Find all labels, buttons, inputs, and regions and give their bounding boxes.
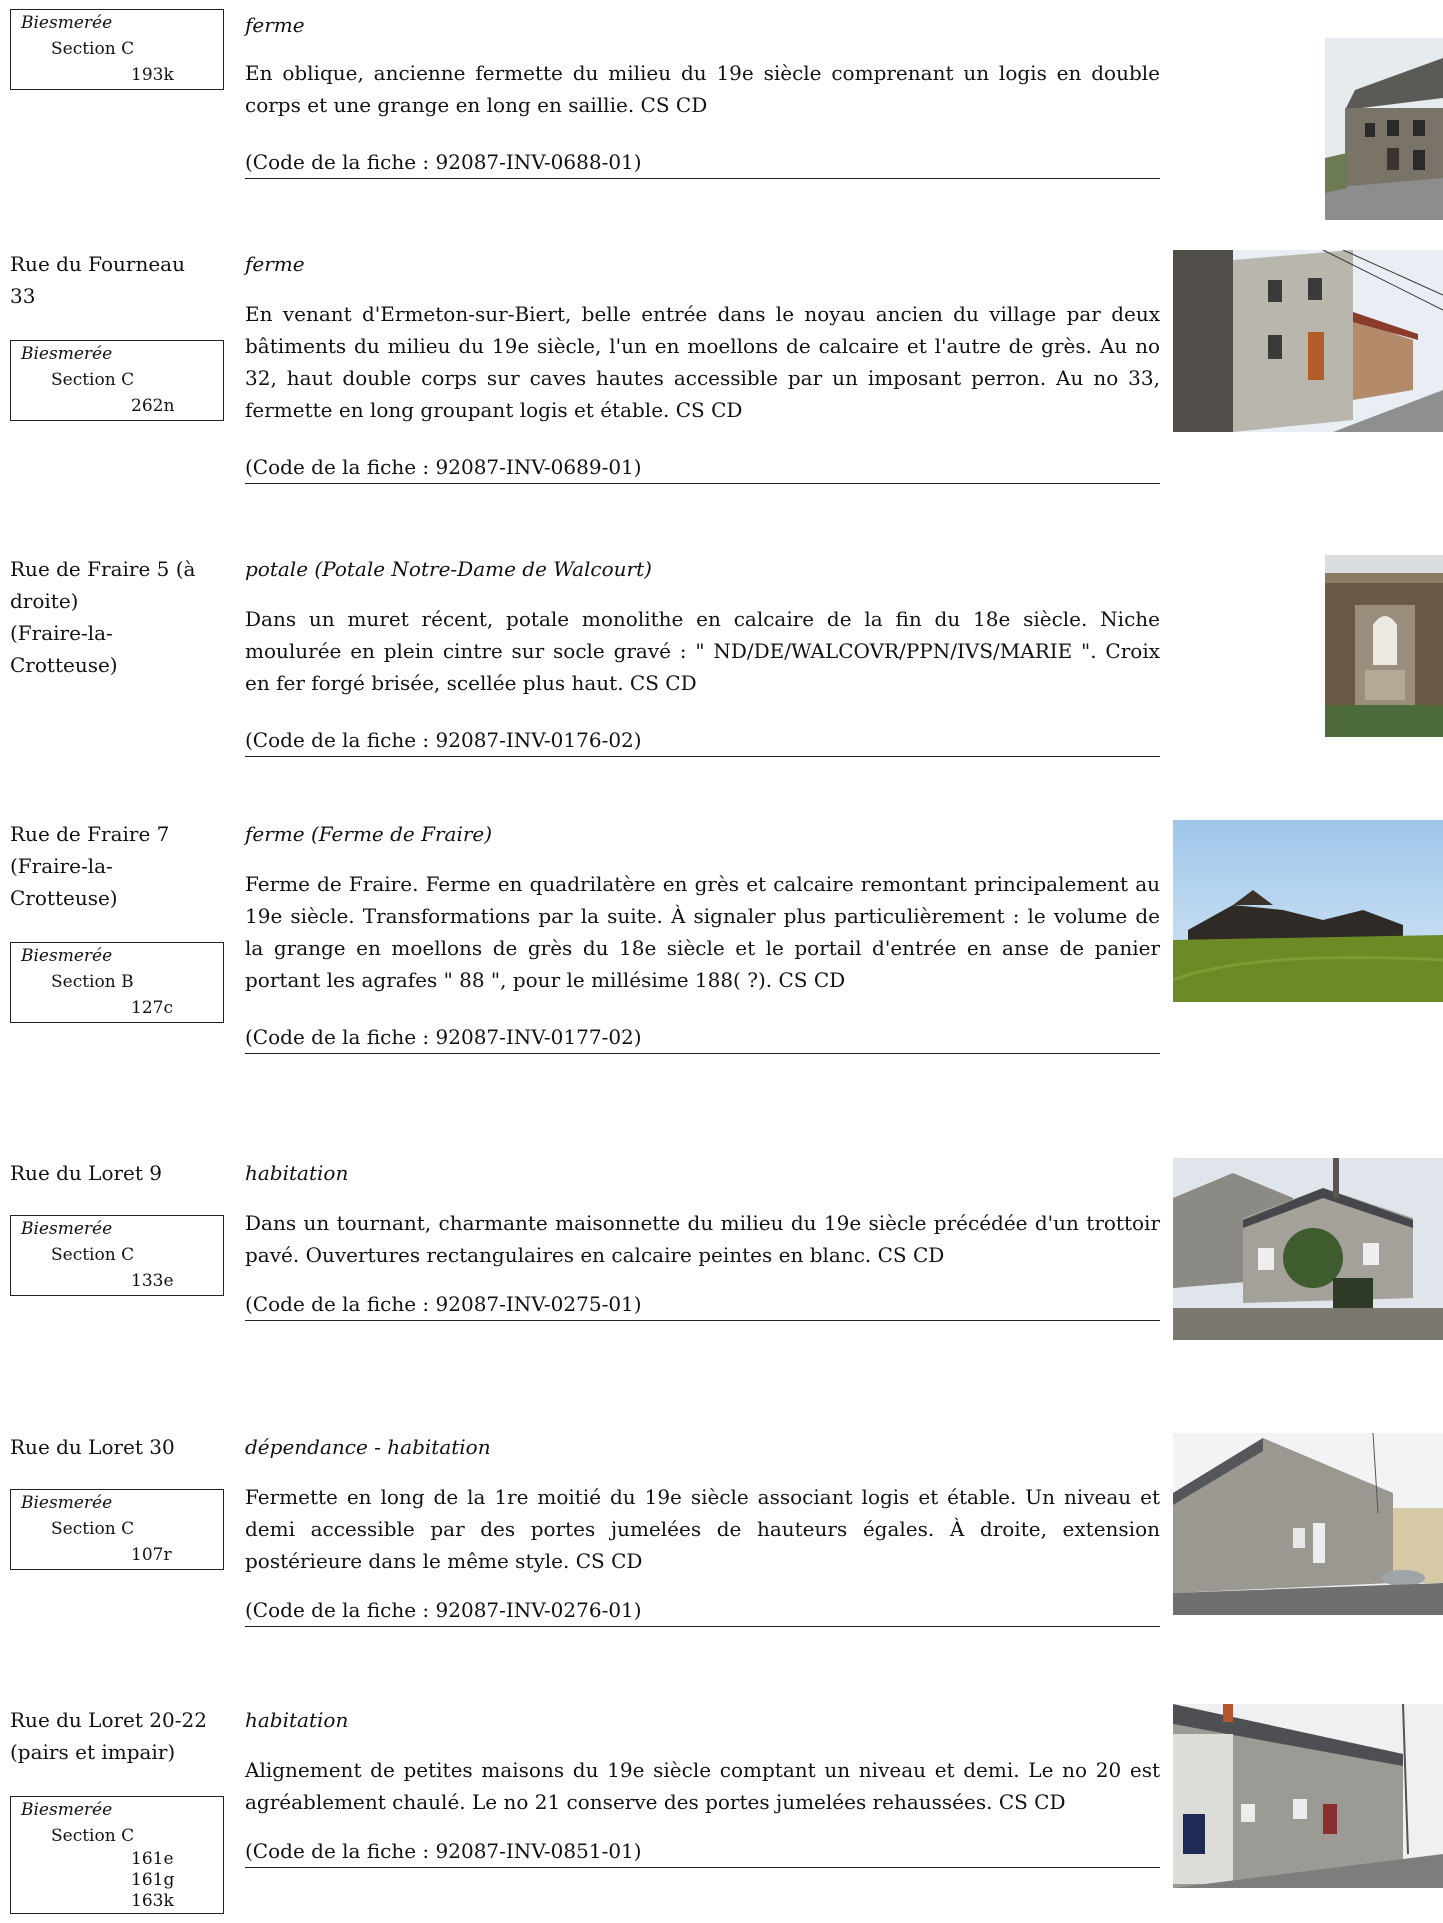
entry-address <box>10 1431 235 1463</box>
entry-category: potale (Potale Notre-Dame de Walcourt) <box>245 557 652 581</box>
cadastre-section: Section C <box>51 39 135 59</box>
address-line: Rue du Loret 9 <box>10 1161 163 1185</box>
cadastre-commune: Biesmerée <box>21 946 113 966</box>
address-line: (Fraire-la- <box>10 854 113 878</box>
address-line: (Fraire-la- <box>10 621 113 645</box>
entry-address <box>10 1157 235 1189</box>
entry-address <box>10 1704 235 1768</box>
photo-farm-field <box>1173 820 1443 1002</box>
cadastre-parcel: 193k <box>131 65 174 85</box>
cadastre-commune: Biesmerée <box>21 344 113 364</box>
address-line: Crotteuse) <box>10 653 118 677</box>
address-line: Rue de Fraire 7 <box>10 822 170 846</box>
address-line: 33 <box>10 284 36 308</box>
cadastre-parcel: 161g <box>131 1870 175 1890</box>
cadastre-commune: Biesmerée <box>21 1493 113 1513</box>
entry-category: habitation <box>245 1708 349 1732</box>
photo-row-houses <box>1173 1704 1443 1888</box>
cadastre-commune: Biesmerée <box>21 1800 113 1820</box>
cadastre-parcel: 127c <box>131 998 173 1018</box>
photo-stone-potale <box>1325 555 1443 737</box>
cadastre-parcel: 161e <box>131 1849 174 1869</box>
entry-code: (Code de la fiche : 92087-INV-0688-01) <box>245 146 1160 179</box>
entry-description: Fermette en long de la 1re moitié du 19e siècle associant logis et étable. Un niveau et demi accessible par des portes jumelées de hauteurs égales. À droite, extension postérieure dans le même style. CS CD <box>245 1485 1160 1573</box>
entry-description: Ferme de Fraire. Ferme en quadrilatère en grès et calcaire remontant principalement au 19e siècle. Transformations par la suite. À signaler plus particulièrement : le volume de la grange en moellons de grès du 18e siècle et le portail d'entrée en anse de panier portant les agrafes " 88 ", pour le millésime 188( ?). CS CD <box>245 872 1160 992</box>
address-line: droite) <box>10 589 79 613</box>
address-line: Rue du Loret 20-22 <box>10 1708 207 1732</box>
entry-address <box>10 553 235 681</box>
photo-long-farmhouse <box>1173 1433 1443 1615</box>
entry-code: (Code de la fiche : 92087-INV-0276-01) <box>245 1594 1160 1627</box>
entry-address <box>10 818 235 914</box>
cadastre-section: Section B <box>51 972 134 992</box>
entry-code: (Code de la fiche : 92087-INV-0177-02) <box>245 1021 1160 1054</box>
entry-code: (Code de la fiche : 92087-INV-0275-01) <box>245 1288 1160 1321</box>
cadastre-parcel: 107r <box>131 1545 172 1565</box>
entry-category: ferme <box>245 13 305 37</box>
photo-village-houses <box>1173 250 1443 432</box>
photo-farmhouse-street <box>1325 38 1443 220</box>
entry-address <box>10 248 235 312</box>
cadastre-section: Section C <box>51 370 135 390</box>
address-line: Crotteuse) <box>10 886 118 910</box>
cadastre-box <box>10 9 224 90</box>
entry-description: Dans un muret récent, potale monolithe en calcaire de la fin du 18e siècle. Niche moulurée en plein cintre sur socle gravé : " ND/DE/WALCOVR/PPN/IVS/MARIE ". Croix en fer forgé brisée, scellée plus haut. CS CD <box>245 607 1160 695</box>
cadastre-box <box>10 1215 224 1296</box>
cadastre-box <box>10 942 224 1023</box>
entry-description: Dans un tournant, charmante maisonnette du milieu du 19e siècle précédée d'un trottoir pavé. Ouvertures rectangulaires en calcaire peintes en blanc. CS CD <box>245 1211 1160 1267</box>
address-line: Rue du Loret 30 <box>10 1435 175 1459</box>
cadastre-section: Section C <box>51 1519 135 1539</box>
cadastre-parcel: 262n <box>131 396 175 416</box>
address-line: Rue de Fraire 5 (à <box>10 557 196 581</box>
entry-category: ferme <box>245 252 305 276</box>
cadastre-section: Section C <box>51 1245 135 1265</box>
address-line: (pairs et impair) <box>10 1740 176 1764</box>
entry-code: (Code de la fiche : 92087-INV-0851-01) <box>245 1835 1160 1868</box>
entry-code: (Code de la fiche : 92087-INV-0689-01) <box>245 451 1160 484</box>
cadastre-commune: Biesmerée <box>21 13 113 33</box>
entry-description: En venant d'Ermeton-sur-Biert, belle entrée dans le noyau ancien du village par deux bâtiments du milieu du 19e siècle, l'un en moellons de calcaire et l'autre de grès. Au no 32, haut double corps sur caves hautes accessible par un imposant perron. Au no 33, fermette en long groupant logis et étable. CS CD <box>245 302 1160 422</box>
entry-code: (Code de la fiche : 92087-INV-0176-02) <box>245 724 1160 757</box>
cadastre-box <box>10 1796 224 1914</box>
cadastre-parcel: 163k <box>131 1891 174 1911</box>
cadastre-parcel: 133e <box>131 1271 174 1291</box>
cadastre-section: Section C <box>51 1826 135 1846</box>
cadastre-box <box>10 1489 224 1570</box>
entry-category: habitation <box>245 1161 349 1185</box>
entry-description: En oblique, ancienne fermette du milieu du 19e siècle comprenant un logis en double corps et une grange en long en saillie. CS CD <box>245 61 1160 117</box>
photo-small-house <box>1173 1158 1443 1340</box>
entry-category: ferme (Ferme de Fraire) <box>245 822 493 846</box>
address-line: Rue du Fourneau <box>10 252 185 276</box>
cadastre-commune: Biesmerée <box>21 1219 113 1239</box>
entry-description: Alignement de petites maisons du 19e siècle comptant un niveau et demi. Le no 20 est agréablement chaulé. Le no 21 conserve des portes jumelées rehaussées. CS CD <box>245 1758 1160 1814</box>
entry-category: dépendance - habitation <box>245 1435 491 1459</box>
cadastre-box <box>10 340 224 421</box>
